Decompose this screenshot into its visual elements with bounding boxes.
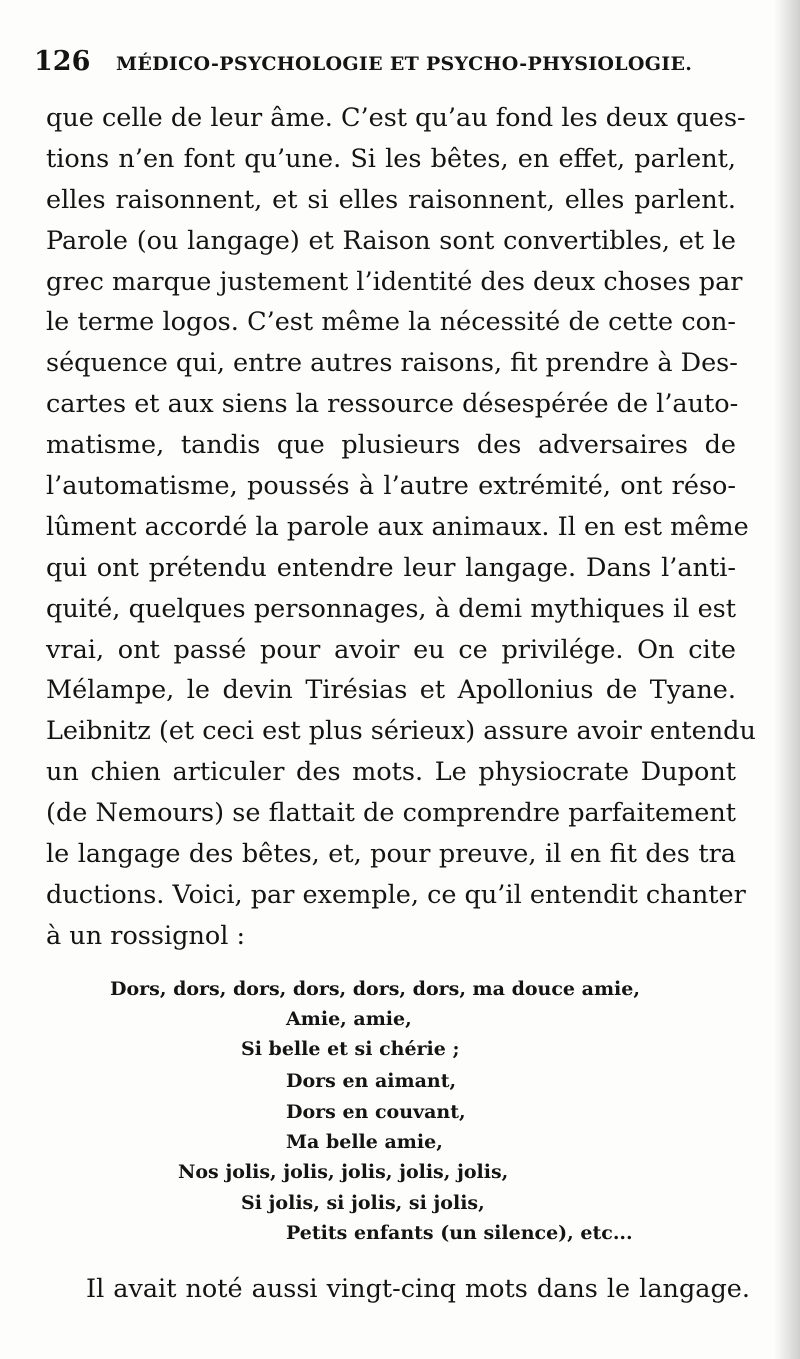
body-paragraph <box>46 98 756 957</box>
text-line: Mélampe, le devin Tirésias et Apollonius de Tyane. <box>46 675 736 706</box>
poem-line: Dors en couvant, <box>286 1101 466 1123</box>
text-line: cartes et aux siens la ressource désespérée de l’auto- <box>46 389 739 420</box>
poem-line: Nos jolis, jolis, jolis, jolis, jolis, <box>178 1161 509 1183</box>
page-header <box>34 46 694 86</box>
text-line: Leibnitz (et ceci est plus sérieux) assure avoir entendu <box>46 716 756 747</box>
poem-line: Petits enfants (un silence), etc... <box>286 1222 633 1244</box>
poem-line: Si jolis, si jolis, si jolis, <box>241 1192 485 1214</box>
poem-line: Dors en aimant, <box>286 1070 457 1092</box>
page-number: 126 <box>34 46 91 77</box>
text-line: quité, quelques personnages, à demi mythiques il est <box>46 593 736 624</box>
text-line: l’automatisme, poussés à l’autre extrémité, ont réso- <box>46 471 736 502</box>
text-line: que celle de leur âme. C’est qu’au fond les deux ques- <box>46 103 746 133</box>
text-line: tions n’en font qu’une. Si les bêtes, en effet, parlent, <box>46 143 736 174</box>
text-line: le terme logos. C’est même la nécessité de cette con- <box>46 307 736 338</box>
text-line: grec marque justement l’identité des deux choses par <box>46 266 743 297</box>
poem-line: Si belle et si chérie ; <box>241 1038 460 1060</box>
text-line: séquence qui, entre autres raisons, fit prendre à Des- <box>46 348 738 379</box>
text-line: Parole (ou langage) et Raison sont convertibles, et le <box>46 225 736 256</box>
text-line: un chien articuler des mots. Le physiocrate Dupont <box>46 757 736 788</box>
running-head: MÉDICO-PSYCHOLOGIE ET PSYCHO-PHYSIOLOGIE. <box>116 53 693 75</box>
closing-line: Il avait noté aussi vingt-cinq mots dans le langage. <box>86 1274 750 1304</box>
poem-line: Dors, dors, dors, dors, dors, dors, ma douce amie, <box>110 978 640 1000</box>
poem-line: Ma belle amie, <box>286 1131 443 1153</box>
text-line: lûment accordé la parole aux animaux. Il en est même <box>46 511 749 542</box>
text-line: à un rossignol : <box>46 920 246 951</box>
text-line: qui ont prétendu entendre leur langage. Dans l’anti- <box>46 552 736 583</box>
text-line: elles raisonnent, et si elles raisonnent, elles parlent. <box>46 184 736 215</box>
text-line: ductions. Voici, par exemple, ce qu’il entendit chanter <box>46 879 746 910</box>
page-edge-shadow <box>774 0 800 1359</box>
text-line: vrai, ont passé pour avoir eu ce privilége. On cite <box>46 634 736 665</box>
text-line: (de Nemours) se flattait de comprendre parfaitement <box>46 798 736 829</box>
text-line: matisme, tandis que plusieurs des adversaires de <box>46 430 736 461</box>
text-line: le langage des bêtes, et, pour preuve, il en fit des tra <box>46 839 736 870</box>
poem-line: Amie, amie, <box>286 1008 412 1030</box>
